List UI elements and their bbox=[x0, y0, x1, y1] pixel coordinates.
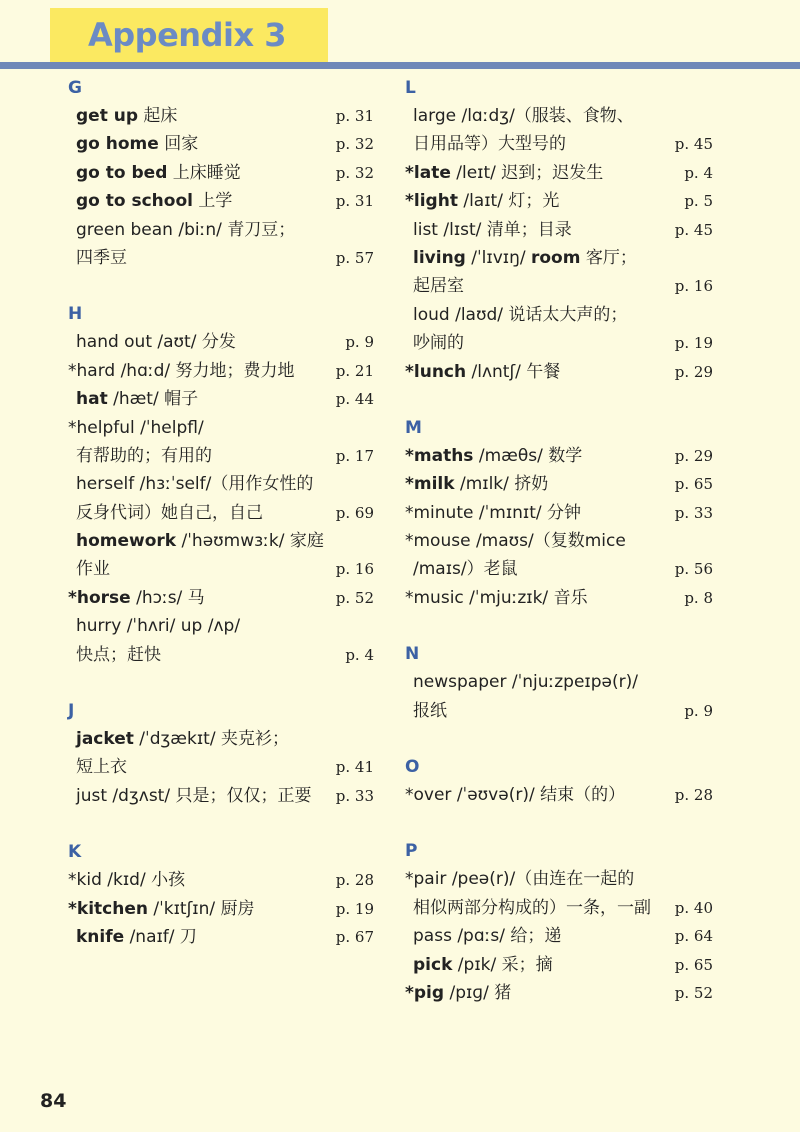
entry-line: newspaper /ˈnjuːzpeɪpə(r)/ bbox=[413, 672, 638, 693]
page-ref: p. 8 bbox=[684, 588, 713, 607]
entry-line: *late /leɪt/ 迟到；迟发生 p. 4 bbox=[405, 159, 713, 187]
page-ref: p. 69 bbox=[335, 503, 374, 522]
page-ref: p. 32 bbox=[335, 163, 374, 182]
glossary-entry bbox=[68, 725, 374, 782]
entry-line: *kitchen /ˈkɪtʃɪn/ 厨房 p. 19 bbox=[68, 895, 374, 923]
page-ref: p. 41 bbox=[335, 758, 374, 777]
entry-line: loud /laʊd/ 说话太大声的； bbox=[413, 304, 628, 325]
glossary-entry bbox=[405, 584, 713, 612]
glossary-entry bbox=[405, 244, 713, 301]
page-ref: p. 29 bbox=[674, 362, 713, 381]
header-rule bbox=[0, 62, 800, 69]
page-ref: p. 9 bbox=[345, 333, 374, 352]
glossary-entry bbox=[405, 499, 713, 527]
glossary-entry bbox=[68, 895, 374, 923]
glossary-entry bbox=[68, 328, 374, 356]
entry-line: large /lɑːdʒ/（服装、食物、 bbox=[413, 106, 634, 126]
page-ref: p. 28 bbox=[674, 786, 713, 805]
glossary-entry bbox=[68, 414, 374, 471]
glossary-entry bbox=[68, 612, 374, 669]
page-ref: p. 28 bbox=[335, 871, 374, 890]
entry-line: /maɪs/）老鼠 p. 56 bbox=[405, 555, 713, 583]
glossary-entry bbox=[68, 527, 374, 584]
section-j bbox=[68, 697, 374, 810]
glossary-entry bbox=[405, 301, 713, 358]
entry-line: *maths /mæθs/ 数学 p. 29 bbox=[405, 442, 713, 470]
entry-line: 作业 p. 16 bbox=[68, 555, 374, 583]
glossary-entry bbox=[405, 358, 713, 386]
glossary-entry bbox=[68, 866, 374, 894]
page-ref: p. 65 bbox=[674, 475, 713, 494]
page-ref: p. 45 bbox=[674, 135, 713, 154]
page-ref: p. 17 bbox=[335, 446, 374, 465]
page-ref: p. 31 bbox=[335, 107, 374, 125]
glossary-entry bbox=[405, 781, 713, 809]
section-o bbox=[405, 753, 713, 809]
glossary-entry bbox=[405, 527, 713, 584]
entry-line: 报纸 p. 9 bbox=[405, 697, 713, 725]
entry-line: just /dʒʌst/ 只是；仅仅；正要 p. 33 bbox=[68, 782, 374, 810]
section-p bbox=[405, 837, 713, 1007]
glossary-entry bbox=[405, 187, 713, 215]
glossary-entry bbox=[68, 357, 374, 385]
entry-line: *kid /kɪd/ 小孩 p. 28 bbox=[68, 866, 374, 894]
page-ref: p. 4 bbox=[684, 163, 713, 182]
entry-line: *milk /mɪlk/ 挤奶 p. 65 bbox=[405, 470, 713, 498]
entry-line: go to school 上学 p. 31 bbox=[68, 187, 374, 215]
glossary-entry bbox=[68, 782, 374, 810]
entry-line: 反身代词）她自己，自己 p. 69 bbox=[68, 499, 374, 527]
page-ref: p. 33 bbox=[674, 503, 713, 522]
glossary-entry bbox=[405, 102, 713, 159]
glossary-entry bbox=[405, 668, 713, 725]
right-column bbox=[405, 74, 713, 1007]
page-ref: p. 67 bbox=[335, 927, 374, 946]
entry-line: *horse /hɔːs/ 马 p. 52 bbox=[68, 584, 374, 612]
entry-line: knife /naɪf/ 刀 p. 67 bbox=[68, 923, 374, 951]
entry-line: *helpful /ˈhelpfl/ bbox=[68, 417, 204, 438]
entry-line: pass /pɑːs/ 给；递 p. 64 bbox=[405, 922, 713, 950]
entry-line: 短上衣 p. 41 bbox=[68, 753, 374, 781]
left-column bbox=[68, 74, 374, 951]
entry-line: *music /ˈmjuːzɪk/ 音乐 p. 8 bbox=[405, 584, 713, 612]
entry-line: jacket /ˈdʒækɪt/ 夹克衫； bbox=[76, 729, 289, 750]
section-gap bbox=[68, 810, 374, 838]
entry-line: go home 回家 p. 32 bbox=[68, 130, 374, 158]
entry-line: 起居室 p. 16 bbox=[405, 272, 713, 300]
section-letter: N bbox=[405, 644, 420, 665]
entry-line: list /lɪst/ 清单；目录 p. 45 bbox=[405, 216, 713, 244]
entry-line: *over /ˈəʊvə(r)/ 结束（的） p. 28 bbox=[405, 781, 713, 809]
glossary-entry bbox=[68, 216, 374, 273]
page-ref: p. 33 bbox=[335, 786, 374, 805]
page-ref: p. 57 bbox=[335, 248, 374, 267]
glossary-entry bbox=[405, 922, 713, 950]
entry-line: 有帮助的；有用的 p. 17 bbox=[68, 442, 374, 470]
page-title: Appendix 3 bbox=[88, 16, 286, 54]
glossary-entry bbox=[405, 159, 713, 187]
section-g bbox=[68, 74, 374, 272]
entry-line: herself /hɜːˈself/（用作女性的 bbox=[76, 474, 314, 495]
section-k bbox=[68, 838, 374, 951]
section-letter: O bbox=[405, 757, 420, 778]
page-ref: p. 31 bbox=[335, 192, 374, 211]
glossary-entry bbox=[405, 442, 713, 470]
page-ref: p. 52 bbox=[335, 588, 374, 607]
entry-line: green bean /biːn/ 青刀豆； bbox=[76, 219, 296, 240]
entry-line: get up 起床 p. 31 bbox=[68, 102, 374, 130]
page-ref: p. 4 bbox=[345, 645, 374, 664]
section-gap bbox=[405, 725, 713, 753]
glossary-entry bbox=[68, 584, 374, 612]
section-letter: L bbox=[405, 78, 416, 98]
page-ref: p. 21 bbox=[335, 361, 374, 380]
glossary-entry bbox=[68, 102, 374, 130]
glossary-entry bbox=[405, 470, 713, 498]
page-ref: p. 32 bbox=[335, 135, 374, 154]
section-gap bbox=[405, 386, 713, 414]
page-ref: p. 45 bbox=[674, 220, 713, 239]
entry-line: *hard /hɑːd/ 努力地；费力地 p. 21 bbox=[68, 357, 374, 385]
glossary-entry bbox=[68, 470, 374, 527]
page-ref: p. 44 bbox=[335, 390, 374, 409]
page-ref: p. 64 bbox=[674, 927, 713, 946]
entry-line: *mouse /maʊs/（复数mice bbox=[405, 531, 626, 552]
section-gap bbox=[405, 809, 713, 837]
glossary-entry bbox=[68, 187, 374, 215]
glossary-entry bbox=[68, 923, 374, 951]
entry-line: go to bed 上床睡觉 p. 32 bbox=[68, 159, 374, 187]
entry-line: 吵闹的 p. 19 bbox=[405, 329, 713, 357]
page-ref: p. 56 bbox=[674, 560, 713, 579]
entry-line: *minute /ˈmɪnɪt/ 分钟 p. 33 bbox=[405, 499, 713, 527]
section-gap bbox=[405, 612, 713, 640]
entry-line: living /ˈlɪvɪŋ/ room 客厅； bbox=[413, 247, 637, 268]
glossary-entry bbox=[405, 216, 713, 244]
section-letter: J bbox=[68, 701, 75, 722]
entry-line: 四季豆 p. 57 bbox=[68, 244, 374, 272]
page-ref: p. 40 bbox=[674, 898, 713, 917]
section-letter: G bbox=[68, 78, 82, 98]
section-letter: M bbox=[405, 417, 422, 438]
section-m bbox=[405, 414, 713, 612]
page-ref: p. 9 bbox=[684, 701, 713, 720]
section-n bbox=[405, 640, 713, 725]
page-ref: p. 19 bbox=[335, 899, 374, 918]
glossary-entry bbox=[68, 130, 374, 158]
glossary-entry bbox=[405, 951, 713, 979]
glossary-entry bbox=[68, 159, 374, 187]
entry-line: 日用品等）大型号的 p. 45 bbox=[405, 130, 713, 158]
entry-line: *pig /pɪɡ/ 猪 p. 52 bbox=[405, 979, 713, 1007]
page-ref: p. 65 bbox=[674, 955, 713, 974]
entry-line: hurry /ˈhʌri/ up /ʌp/ bbox=[76, 616, 241, 637]
section-h bbox=[68, 300, 374, 669]
section-letter: H bbox=[68, 304, 83, 325]
entry-line: hand out /aʊt/ 分发 p. 9 bbox=[68, 328, 374, 356]
page-ref: p. 16 bbox=[335, 560, 374, 579]
section-letter: P bbox=[405, 841, 418, 862]
entry-line: *lunch /lʌntʃ/ 午餐 p. 29 bbox=[405, 358, 713, 386]
glossary-entry bbox=[405, 979, 713, 1007]
entry-line: 快点；赶快 p. 4 bbox=[68, 641, 374, 669]
entry-line: hat /hæt/ 帽子 p. 44 bbox=[68, 385, 374, 413]
glossary-entry bbox=[405, 865, 713, 922]
entry-line: homework /ˈhəʊmwɜːk/ 家庭 bbox=[76, 531, 324, 552]
glossary-entry bbox=[68, 385, 374, 413]
entry-line: *pair /peə(r)/（由连在一起的 bbox=[405, 869, 635, 890]
page-number: 84 bbox=[40, 1090, 67, 1112]
section-l bbox=[405, 74, 713, 386]
appendix-title-box bbox=[50, 8, 328, 63]
section-gap bbox=[68, 272, 374, 300]
page-ref: p. 16 bbox=[674, 277, 713, 296]
page-ref: p. 29 bbox=[674, 446, 713, 465]
page-ref: p. 5 bbox=[684, 192, 713, 211]
entry-line: 相似两部分构成的）一条，一副 p. 40 bbox=[405, 894, 713, 922]
page-ref: p. 52 bbox=[674, 983, 713, 1002]
entry-line: *light /laɪt/ 灯；光 p. 5 bbox=[405, 187, 713, 215]
entry-line: pick /pɪk/ 采；摘 p. 65 bbox=[405, 951, 713, 979]
section-letter: K bbox=[68, 842, 82, 863]
page-ref: p. 19 bbox=[674, 334, 713, 353]
section-gap bbox=[68, 669, 374, 697]
